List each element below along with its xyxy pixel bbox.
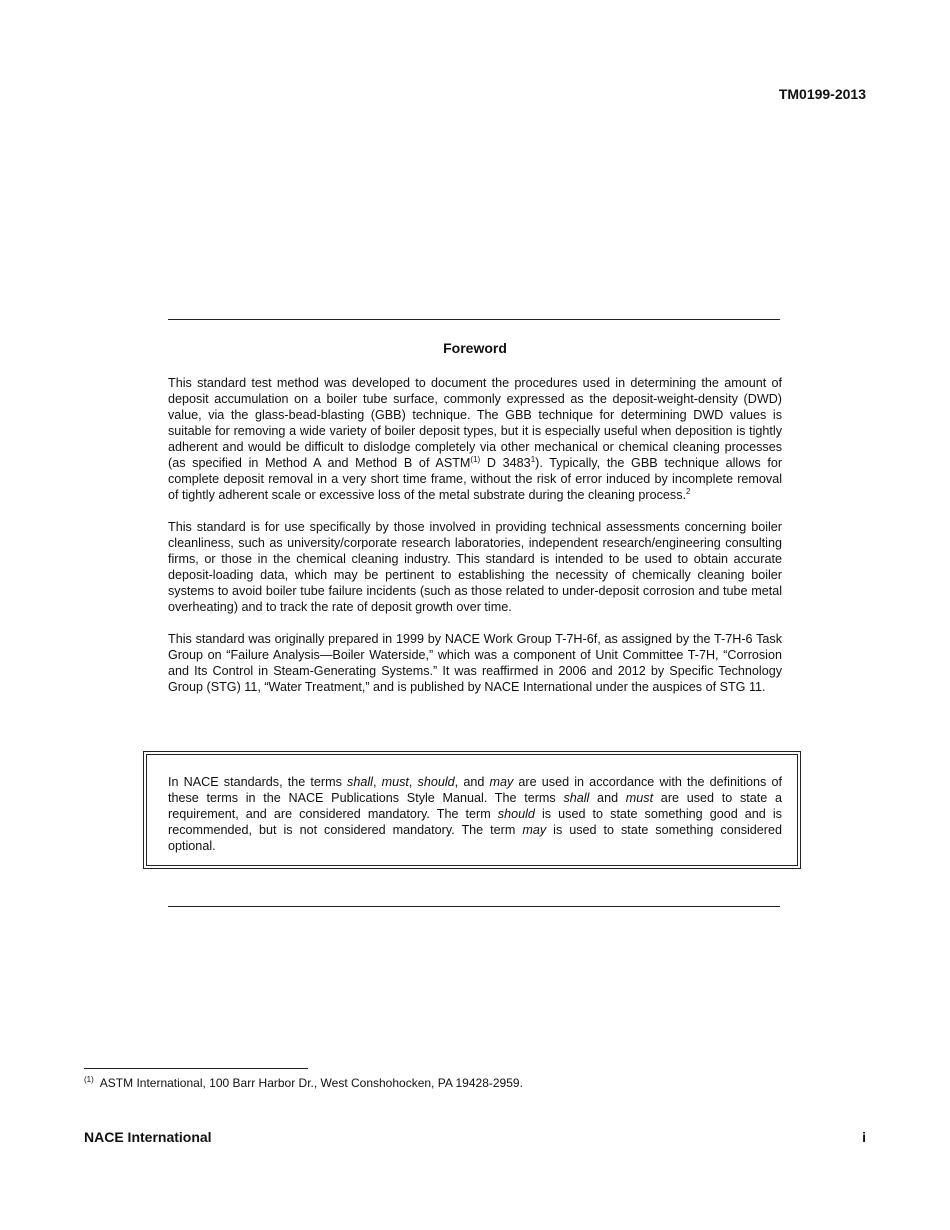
footnote [84, 1075, 523, 1091]
footnote-text: ASTM International, 100 Barr Harbor Dr., West Conshohocken, PA 19428-2959. [99, 1076, 523, 1090]
page-number: i [862, 1129, 866, 1145]
footnote-divider [84, 1068, 308, 1069]
foreword-paragraph-1: This standard test method was developed to document the procedures used in determining the amount of deposit accumulation on a boiler tube surface, commonly expressed as the deposit-weight-density (DWD) value, via the glass-bead-blasting (GBB) technique. The GBB technique for determining DWD values is suitable for removing a wide variety of boiler deposit types, but it is especially useful when deposition is tightly adherent and would be difficult to dislodge completely via other mechanical or chemical cleaning processes (as specified in Method A and Method B of ASTM$^{(1)}$ D 3483$^1$). Typically, the GBB technique allows for complete deposit removal in a very short time frame, without the risk of error induced by incomplete removal of tightly adherent scale or excessive loss of the metal substrate during the cleaning process.$^2$ [168, 376, 783, 502]
top-divider [168, 319, 780, 320]
footnote-marker: (1) [84, 1075, 94, 1084]
terminology-notice-box [146, 754, 798, 866]
foreword-paragraph-3: This standard was originally prepared in 1999 by NACE Work Group T-7H-6f, as assigned by the T-7H-6 Task Group on “Failure Analysis—Boiler Waterside,” which was a component of Unit Committee T-7H, “Corrosion and Its Control in Steam-Generating Systems.” It was reaffirmed in 2006 and 2012 by Specific Technology Group (STG) 11, “Water Treatment,” and is published by NACE International under the auspices of STG 11. [168, 632, 782, 694]
footer-organization: NACE International [84, 1129, 212, 1145]
reference-ref: 2 [686, 487, 691, 496]
foreword-body [168, 375, 782, 711]
footnote-ref: (1) [470, 455, 481, 464]
foreword-paragraph-2: This standard is for use specifically by those involved in providing technical assessments concerning boiler cleanliness, such as university/corporate research laboratories, independent research/engineering consulting firms, or those in the chemical cleaning industry. This standard is intended to be used to obtain accurate deposit-loading data, which may be pertinent to establishing the necessity of chemically cleaning boiler systems to avoid boiler tube failure incidents (such as those related to under-deposit corrosion and tube metal overheating) and to track the rate of deposit growth over time. [168, 520, 782, 614]
document-id: TM0199-2013 [778, 86, 866, 102]
foreword-heading: Foreword [443, 340, 507, 356]
terminology-notice-text: In NACE standards, the terms shall, must, should, and may are used in accordance with the definitions of these terms in the NACE Publications Style Manual. The terms shall and must are used to state a requirement, and are considered mandatory. The term should is used to state something good and is recommended, but is not considered mandatory. The term may is used to state something considered optional. [168, 775, 783, 853]
bottom-divider [168, 906, 780, 907]
reference-ref: 1 [530, 455, 536, 464]
